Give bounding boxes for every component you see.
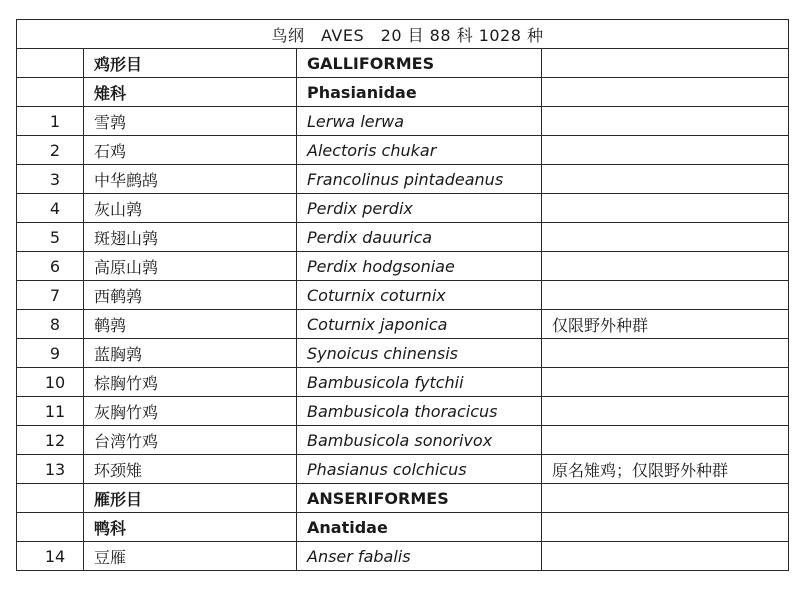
chinese-name-cell: 中华鹧鸪 [84,165,297,194]
scientific-name-cell: Coturnix coturnix [297,281,542,310]
species-table [16,19,789,571]
species-row [17,397,789,426]
scientific-name-cell: ANSERIFORMES [297,484,542,513]
scientific-name-cell: Bambusicola thoracicus [297,397,542,426]
note-cell [542,223,789,252]
note-cell [542,281,789,310]
note-cell: 原名雉鸡；仅限野外种群 [542,455,789,484]
species-row [17,310,789,339]
note-cell [542,252,789,281]
note-cell [542,165,789,194]
species-row [17,281,789,310]
row-number-cell: 4 [17,194,84,223]
row-number-cell: 6 [17,252,84,281]
scientific-name-cell: Anser fabalis [297,542,542,571]
species-row [17,542,789,571]
note-cell [542,339,789,368]
chinese-name-cell: 雁形目 [84,484,297,513]
scientific-name-cell: Phasianidae [297,78,542,107]
scientific-name-cell: Synoicus chinensis [297,339,542,368]
note-cell [542,542,789,571]
row-number-cell: 1 [17,107,84,136]
note-cell [542,397,789,426]
chinese-name-cell: 高原山鹑 [84,252,297,281]
scientific-name-cell: Perdix dauurica [297,223,542,252]
species-row [17,368,789,397]
title-row [17,20,789,49]
chinese-name-cell: 台湾竹鸡 [84,426,297,455]
row-number-cell: 12 [17,426,84,455]
row-number-cell [17,78,84,107]
species-row [17,339,789,368]
row-number-cell: 9 [17,339,84,368]
note-cell [542,78,789,107]
chinese-name-cell: 鹌鹑 [84,310,297,339]
row-number-cell: 14 [17,542,84,571]
note-cell [542,49,789,78]
row-number-cell [17,49,84,78]
chinese-name-cell: 西鹌鹑 [84,281,297,310]
chinese-name-cell: 斑翅山鹑 [84,223,297,252]
species-row [17,426,789,455]
chinese-name-cell: 灰山鹑 [84,194,297,223]
note-cell [542,107,789,136]
note-cell [542,368,789,397]
chinese-name-cell: 蓝胸鹑 [84,339,297,368]
chinese-name-cell: 灰胸竹鸡 [84,397,297,426]
note-cell [542,484,789,513]
chinese-name-cell: 鸡形目 [84,49,297,78]
row-number-cell: 11 [17,397,84,426]
scientific-name-cell: Perdix hodgsoniae [297,252,542,281]
row-number-cell: 3 [17,165,84,194]
row-number-cell: 5 [17,223,84,252]
scientific-name-cell: Bambusicola fytchii [297,368,542,397]
chinese-name-cell: 雉科 [84,78,297,107]
species-row [17,194,789,223]
chinese-name-cell: 豆雁 [84,542,297,571]
row-number-cell: 2 [17,136,84,165]
scientific-name-cell: Alectoris chukar [297,136,542,165]
scientific-name-cell: Phasianus colchicus [297,455,542,484]
row-number-cell: 10 [17,368,84,397]
species-row [17,136,789,165]
scientific-name-cell: GALLIFORMES [297,49,542,78]
family-row [17,513,789,542]
table-title: 鸟纲 AVES 20 目 88 科 1028 种 [17,20,789,49]
species-row [17,107,789,136]
order-row [17,49,789,78]
chinese-name-cell: 棕胸竹鸡 [84,368,297,397]
scientific-name-cell: Bambusicola sonorivox [297,426,542,455]
scientific-name-cell: Francolinus pintadeanus [297,165,542,194]
row-number-cell [17,513,84,542]
row-number-cell [17,484,84,513]
row-number-cell: 8 [17,310,84,339]
species-row [17,252,789,281]
order-row [17,484,789,513]
chinese-name-cell: 石鸡 [84,136,297,165]
note-cell: 仅限野外种群 [542,310,789,339]
chinese-name-cell: 鸭科 [84,513,297,542]
scientific-name-cell: Lerwa lerwa [297,107,542,136]
chinese-name-cell: 环颈雉 [84,455,297,484]
species-row [17,455,789,484]
family-row [17,78,789,107]
species-row [17,165,789,194]
note-cell [542,426,789,455]
chinese-name-cell: 雪鹑 [84,107,297,136]
row-number-cell: 7 [17,281,84,310]
scientific-name-cell: Perdix perdix [297,194,542,223]
row-number-cell: 13 [17,455,84,484]
note-cell [542,513,789,542]
scientific-name-cell: Anatidae [297,513,542,542]
species-row [17,223,789,252]
note-cell [542,194,789,223]
scientific-name-cell: Coturnix japonica [297,310,542,339]
note-cell [542,136,789,165]
